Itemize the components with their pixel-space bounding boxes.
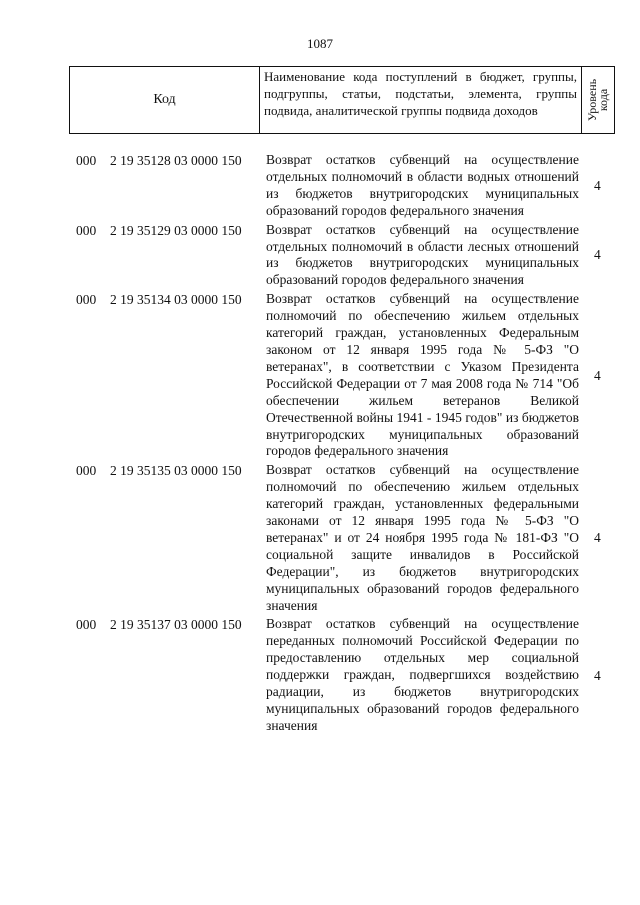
code-level: 4 — [594, 530, 601, 546]
header-code-label: Код — [153, 92, 176, 107]
table-row — [0, 462, 640, 614]
header-level-label: Уровень кода — [585, 78, 610, 122]
table-row — [0, 291, 640, 460]
income-codes-list — [0, 152, 640, 737]
income-code: 2 19 35128 03 0000 150 — [110, 153, 242, 168]
code-level: 4 — [594, 367, 601, 383]
income-code: 2 19 35129 03 0000 150 — [110, 222, 242, 238]
table-row — [0, 222, 640, 290]
income-name: Возврат остатков субвенций на осуществление полномочий по обеспечению жильем отдельных категорий граждан, установленных Федеральным законом от 12 января 1995 года № 5-ФЗ "О ветеранах", в соответствии с Указом Президента Российской Федерации от 7 мая 2008 года № 714 "Об обеспечении жильем ветеранов Великой Отечественной войны 1941 - 1945 годов" из бюджетов внутригородских муниципальных образований городов федерального значения — [266, 291, 579, 459]
code-level: 4 — [594, 667, 601, 683]
admin-code: 000 — [76, 617, 97, 633]
income-name: Возврат остатков субвенций на осуществление отдельных полномочий в области лесных отношений из бюджетов внутригородских муниципальных образований городов федерального значения — [266, 221, 579, 288]
admin-code: 000 — [76, 153, 97, 168]
table-row — [0, 152, 640, 220]
header-code-cell — [70, 67, 260, 133]
income-name: Возврат остатков субвенций на осуществление отдельных полномочий в области водных отношений из бюджетов внутригородских муниципальных образований городов федерального значения — [266, 152, 579, 218]
code-level: 4 — [594, 247, 601, 263]
income-name: Возврат остатков субвенций на осуществление полномочий по обеспечению жильем отдельных категорий граждан, установленных федеральными законами от 12 января 1995 года № 5-ФЗ "О ветеранах" и от 24 ноября 1995 года № 181-ФЗ "О социальной защите инвалидов в Российской Федерации", из бюджетов внутригородских муниципальных образований городов федерального значения — [266, 462, 579, 613]
admin-code: 000 — [76, 463, 97, 479]
income-code: 2 19 35135 03 0000 150 — [110, 463, 242, 479]
header-name-cell: Наименование кода поступлений в бюджет, группы, подгруппы, статьи, подстатьи, элемента, группы подвида, аналитической группы подвида доходов — [260, 67, 582, 133]
table-row — [0, 616, 640, 734]
table-header — [69, 66, 615, 134]
header-level-cell — [582, 67, 614, 133]
income-code: 2 19 35134 03 0000 150 — [110, 292, 242, 308]
admin-code: 000 — [76, 292, 97, 308]
income-name: Возврат остатков субвенций на осуществление переданных полномочий Российской Федерации по предоставлению отдельных мер социальной поддержки граждан, подвергшихся воздействию радиации, из бюджетов внутригородских муниципальных образований городов федерального значения — [266, 616, 579, 733]
admin-code: 000 — [76, 222, 97, 238]
income-code: 2 19 35137 03 0000 150 — [110, 617, 242, 633]
code-level: 4 — [594, 177, 601, 193]
page-number: 1087 — [307, 36, 333, 51]
